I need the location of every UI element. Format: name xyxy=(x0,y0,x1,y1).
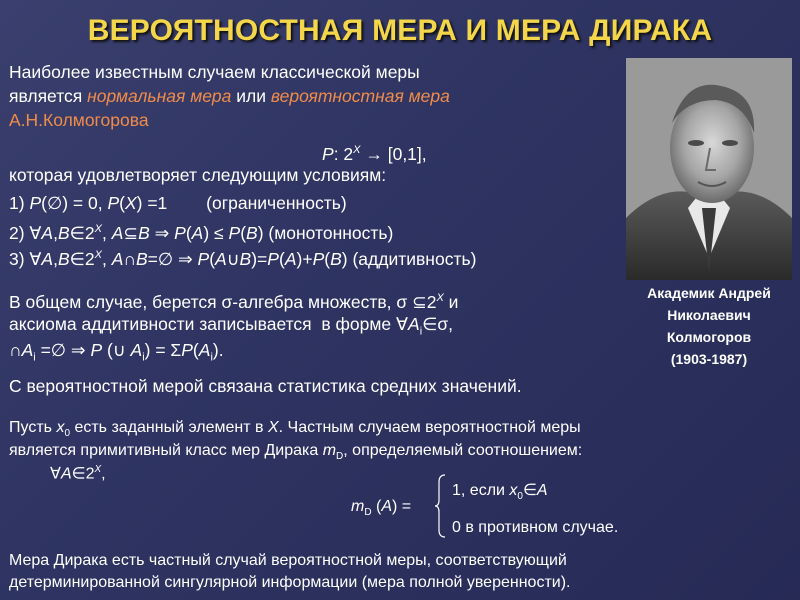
condition-3: 3) $\forall A,B\in 2^X$, A∩B=∅ ⇒ P(A∪B)=P(A)+P(B) (аддитивность) xyxy=(9,248,477,269)
dirac-lhs: $m_D$ (A) = xyxy=(351,498,412,519)
normal-measure-term: нормальная мера xyxy=(87,86,232,106)
intro-line-2: является нормальная мера или вероятностная мера xyxy=(9,86,450,106)
condition-1: 1) P(∅) = 0, P(X) =1 (ограниченность) xyxy=(9,193,347,213)
caption-line-1: Академик Андрей xyxy=(647,285,771,301)
general-line-4: С вероятностной мерой связана статистика средних значений. xyxy=(9,376,522,396)
dirac-line-2: является примитивный класс мер Дирака $m_D$, определяемый соотношением: xyxy=(9,442,583,463)
condition-2: 2) $\forall A,B\in 2^X$, A⊆B ⇒ P(A) ≤ P(B) (монотонность) xyxy=(9,222,394,243)
dirac-case-2: 0 в противном случае. xyxy=(452,519,619,536)
intro-line-1: Наиболее известным случаем классической меры xyxy=(9,62,420,82)
kolmogorov-name: А.Н.Колмогорова xyxy=(9,110,149,130)
portrait-image xyxy=(626,58,792,280)
slide-title: ВЕРОЯТНОСТНАЯ МЕРА И МЕРА ДИРАКА xyxy=(87,14,713,47)
conclusion-line-2: детерминированной сингулярной информации (мера полной уверенности). xyxy=(9,574,571,591)
conclusion-line-1: Мера Дирака есть частный случай вероятностной меры, соответствующий xyxy=(9,552,567,569)
general-line-1: В общем случае, берется σ-алгебра множеств, σ $⊆2^X$ и xyxy=(9,291,459,312)
brace-icon xyxy=(434,474,446,538)
caption-line-4: (1903-1987) xyxy=(670,351,748,367)
general-line-3: $\cap A_i$ =∅ ⇒ P (∪ $A_i) = \Sigma P(A_i)$. xyxy=(9,340,224,364)
general-line-2: аксиома аддитивности записывается в форме $\forall A_i\in\sigma$, xyxy=(9,314,454,338)
kolmogorov-portrait xyxy=(626,58,792,280)
caption-line-3: Колмогоров xyxy=(666,329,752,345)
probability-measure-term: вероятностная мера xyxy=(270,86,450,106)
caption-line-2: Николаевич xyxy=(667,307,751,323)
intro-line-4: которая удовлетворяет следующим условиям: xyxy=(9,165,387,185)
dirac-case-1: 1, если $x_0\in A$ xyxy=(452,482,548,503)
portrait-caption xyxy=(626,282,792,370)
dirac-line-3: $\forall A\in 2^X$, xyxy=(50,464,106,483)
measure-formula: P: $2^X \to [0,1]$, xyxy=(322,143,427,164)
dirac-line-1: Пусть $x_0$ есть заданный элемент в X. Частным случаем вероятностной меры xyxy=(9,419,581,440)
